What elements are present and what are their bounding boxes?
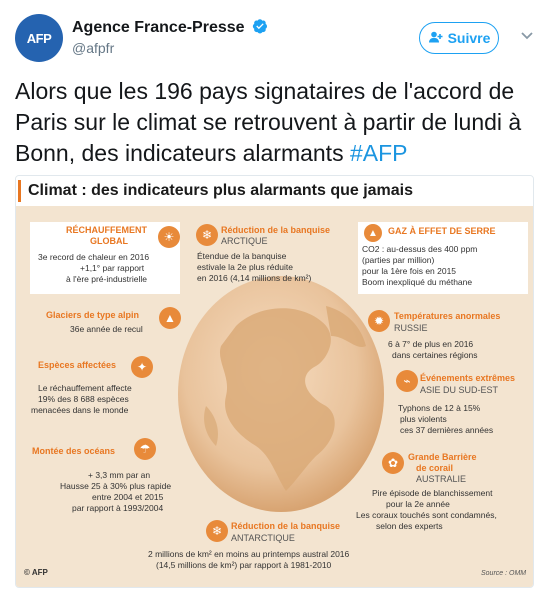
glaciers-title: Glaciers de type alpin	[46, 310, 140, 320]
banquise-arctique-line-3: en 2016 (4,14 millions de km²)	[197, 273, 312, 283]
hashtag-link[interactable]: #AFP	[349, 140, 408, 166]
barriere-sub: AUSTRALIE	[416, 474, 467, 484]
banquise-antarctique-line-2: (14,5 millions de km²) par rapport à 1981-2010	[156, 560, 332, 570]
oceans-line-1: + 3,3 mm par an	[88, 470, 151, 480]
rechauffement-line-3: à l'ère pré-industrielle	[66, 274, 147, 284]
infographic-title-bar	[16, 176, 534, 206]
especes-line-2: 19% des 8 688 espèces	[38, 394, 129, 404]
gaz-line-3: pour la 1ère fois en 2015	[362, 266, 457, 276]
barriere-line-1: Pire épisode de blanchissement	[372, 488, 493, 498]
tweet-text	[15, 76, 530, 169]
factory-icon: ▲	[364, 224, 382, 242]
evenements-title: Événements extrêmes	[420, 373, 516, 383]
barriere-title-2: de corail	[416, 463, 454, 473]
rechauffement-line-2: +1,1° par rapport	[80, 263, 145, 273]
sun-icon: ☀	[158, 226, 180, 248]
rechauffement-title-1: RÉCHAUFFEMENT	[66, 225, 147, 235]
evenements-line-1: Typhons de 12 à 15%	[398, 403, 481, 413]
follow-label: Suivre	[447, 30, 491, 46]
mountain-icon: ▲	[159, 307, 181, 329]
evenements-line-2: plus violents	[400, 414, 447, 424]
banquise-antarctique-sub: ANTARCTIQUE	[231, 533, 295, 543]
island-icon: ☂	[134, 438, 156, 460]
oceans-line-3: entre 2004 et 2015	[92, 492, 164, 502]
verified-badge-icon	[252, 18, 268, 34]
title-accent-bar	[18, 180, 21, 202]
gaz-title: GAZ À EFFET DE SERRE	[388, 226, 496, 236]
oceans-line-2: Hausse 25 à 30% plus rapide	[60, 481, 172, 491]
avatar[interactable]	[15, 14, 63, 62]
barriere-line-3: Les coraux touchés sont condamnés,	[356, 510, 497, 520]
card-rechauffement	[30, 222, 180, 294]
account-name-text[interactable]: Agence France-Presse	[72, 19, 245, 36]
rechauffement-line-1: 3e record de chaleur en 2016	[38, 252, 150, 262]
chevron-down-icon[interactable]	[519, 26, 535, 46]
banquise-arctique-line-1: Étendue de la banquise	[197, 251, 287, 261]
coral-icon: ✿	[382, 452, 404, 474]
temperatures-sub: RUSSIE	[394, 323, 428, 333]
tweet-header	[0, 0, 542, 72]
person-plus-icon	[428, 31, 444, 46]
afp-copyright: © AFP	[24, 568, 48, 577]
evenements-line-3: ces 37 dernières années	[400, 425, 494, 435]
banquise-antarctique-line-1: 2 millions de km² en moins au printemps austral 2016	[148, 549, 350, 559]
oceans-line-4: par rapport à 1993/2004	[72, 503, 164, 513]
banquise-arctique-title: Réduction de la banquise	[221, 225, 331, 235]
barriere-line-4: selon des experts	[376, 521, 443, 531]
banquise-arctique-line-2: estivale la 2e plus réduite	[197, 262, 293, 272]
especes-line-1: Le réchauffement affecte	[38, 383, 132, 393]
especes-title: Espèces affectées	[38, 360, 117, 370]
evenements-sub: ASIE DU SUD-EST	[420, 385, 499, 395]
snowflake-icon: ❄	[196, 224, 218, 246]
account-handle[interactable]: @afpfr	[72, 40, 115, 56]
follow-button[interactable]	[419, 22, 499, 54]
temperatures-line-1: 6 à 7° de plus en 2016	[388, 339, 474, 349]
gaz-line-2: (parties par million)	[362, 255, 435, 265]
barriere-title-1: Grande Barrière	[408, 452, 477, 462]
banquise-arctique-sub: ARCTIQUE	[221, 236, 268, 246]
gaz-line-1: CO2 : au-dessus des 400 ppm	[362, 244, 478, 254]
especes-line-3: menacées dans le monde	[31, 405, 129, 415]
oceans-title: Montée des océans	[32, 446, 116, 456]
temperatures-title: Températures anormales	[394, 311, 501, 321]
infographic-image[interactable]	[15, 175, 534, 588]
rechauffement-title-2: GLOBAL	[90, 236, 128, 246]
temperatures-line-2: dans certaines régions	[392, 350, 478, 360]
bird-icon: ✦	[131, 356, 153, 378]
glaciers-line-1: 36e année de recul	[70, 324, 143, 334]
barriere-line-2: pour la 2e année	[386, 499, 450, 509]
infographic-title: Climat : des indicateurs plus alarmants que jamais	[28, 182, 414, 199]
snowflake-icon-2: ❄	[206, 520, 228, 542]
source-label: Source : OMM	[481, 570, 527, 577]
thermometer-icon: ✹	[368, 310, 390, 332]
globe-illustration	[176, 266, 386, 516]
tornado-icon: ⌁	[396, 370, 418, 392]
card-gaz	[358, 222, 528, 294]
tweet-body: Alors que les 196 pays signataires de l'accord de Paris sur le climat se retrouvent à partir de lundi à Bonn, des indicateurs alarmants	[15, 78, 522, 166]
gaz-line-4: Boom inexpliqué du méthane	[362, 277, 473, 287]
banquise-antarctique-title: Réduction de la banquise	[231, 521, 341, 531]
account-name[interactable]	[72, 18, 268, 37]
avatar-logo-text: AFP	[26, 30, 52, 46]
